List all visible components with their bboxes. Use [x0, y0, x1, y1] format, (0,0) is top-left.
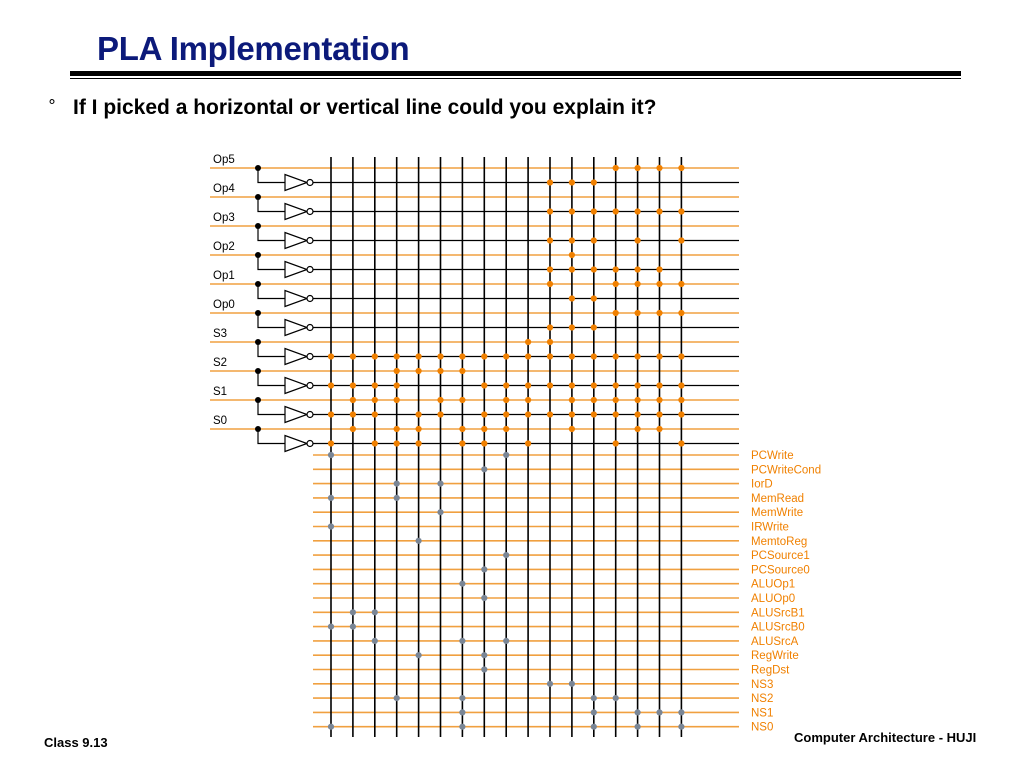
inverter-triangle: [285, 233, 307, 249]
and-plane-dot: [678, 353, 684, 359]
and-plane-dot: [547, 339, 553, 345]
and-plane-dot: [591, 353, 597, 359]
or-plane-dot: [328, 523, 334, 529]
and-plane-dot: [656, 397, 662, 403]
or-plane-dot: [569, 681, 575, 687]
and-plane-dot: [437, 411, 443, 417]
inverter-triangle: [285, 204, 307, 220]
inverter-triangle: [285, 436, 307, 452]
and-plane-dot: [416, 426, 422, 432]
and-plane-dot: [635, 353, 641, 359]
or-plane-dot: [503, 552, 509, 558]
inverter-triangle: [285, 349, 307, 365]
and-plane-dot: [503, 426, 509, 432]
or-plane-dot: [503, 452, 509, 458]
inverter-wire: [258, 284, 285, 299]
or-plane-dot: [459, 638, 465, 644]
and-plane-dot: [613, 353, 619, 359]
and-plane-dot: [635, 208, 641, 214]
and-plane-dot: [569, 353, 575, 359]
or-plane-dot: [656, 709, 662, 715]
and-plane-dot: [547, 324, 553, 330]
input-label: Op2: [213, 241, 235, 253]
output-label: NS3: [751, 678, 774, 691]
or-plane-dot: [481, 652, 487, 658]
and-plane-dot: [613, 382, 619, 388]
and-plane-dot: [416, 368, 422, 374]
and-plane-dot: [350, 411, 356, 417]
and-plane-dot: [437, 368, 443, 374]
output-label: RegWrite: [751, 650, 799, 663]
or-plane-dot: [350, 609, 356, 615]
and-plane-dot: [613, 397, 619, 403]
and-plane-dot: [328, 353, 334, 359]
and-plane-dot: [569, 252, 575, 258]
and-plane-dot: [394, 368, 400, 374]
and-plane-dot: [569, 382, 575, 388]
or-plane-dot: [394, 495, 400, 501]
and-plane-dot: [394, 397, 400, 403]
and-plane-dot: [569, 266, 575, 272]
footer-course-label: Computer Architecture - HUJI: [794, 730, 977, 745]
or-plane-dot: [328, 724, 334, 730]
and-plane-dot: [394, 382, 400, 388]
and-plane-dot: [678, 237, 684, 243]
and-plane-dot: [350, 397, 356, 403]
or-plane-dot: [635, 724, 641, 730]
and-plane-dot: [635, 411, 641, 417]
and-plane-dot: [678, 440, 684, 446]
and-plane-dot: [635, 266, 641, 272]
input-label: S0: [213, 415, 228, 427]
input-label: Op1: [213, 270, 235, 282]
and-plane-dot: [416, 411, 422, 417]
and-plane-dot: [569, 295, 575, 301]
or-plane-dot: [591, 709, 597, 715]
output-label: NS0: [751, 721, 774, 734]
output-label: PCSource0: [751, 564, 810, 577]
output-label: IorD: [751, 478, 773, 491]
or-plane-dot: [350, 624, 356, 630]
or-plane-dot: [328, 452, 334, 458]
and-plane-dot: [591, 324, 597, 330]
and-plane-dot: [525, 353, 531, 359]
or-plane-dot: [459, 709, 465, 715]
output-label: ALUOp1: [751, 578, 796, 591]
or-plane-dot: [678, 724, 684, 730]
output-label: IRWrite: [751, 521, 789, 534]
and-plane-dot: [678, 411, 684, 417]
and-plane-dot: [547, 266, 553, 272]
and-plane-dot: [613, 266, 619, 272]
and-plane-dot: [678, 397, 684, 403]
and-plane-dot: [613, 310, 619, 316]
and-plane-dot: [613, 281, 619, 287]
or-plane-dot: [678, 709, 684, 715]
and-plane-dot: [569, 208, 575, 214]
inverter-bubble: [307, 354, 313, 360]
input-label: Op0: [213, 299, 235, 311]
bullet-marker: °: [48, 96, 56, 115]
inverter-wire: [258, 429, 285, 444]
or-plane-dot: [591, 724, 597, 730]
inverter-bubble: [307, 441, 313, 447]
and-plane-dot: [437, 397, 443, 403]
and-plane-dot: [613, 208, 619, 214]
inverter-wire: [258, 226, 285, 241]
or-plane-dot: [328, 624, 334, 630]
input-label: S2: [213, 357, 228, 369]
and-plane-dot: [656, 281, 662, 287]
inverter-wire: [258, 255, 285, 270]
and-plane-dot: [569, 237, 575, 243]
input-label: Op4: [213, 183, 235, 195]
or-plane-dot: [459, 581, 465, 587]
and-plane-dot: [591, 397, 597, 403]
inverter-wire: [258, 168, 285, 183]
and-plane-dot: [591, 411, 597, 417]
and-plane-dot: [635, 281, 641, 287]
and-plane-dot: [503, 382, 509, 388]
output-label: PCWriteCond: [751, 464, 822, 477]
and-plane-dot: [525, 440, 531, 446]
or-plane-dot: [481, 466, 487, 472]
and-plane-dot: [678, 165, 684, 171]
inverter-bubble: [307, 209, 313, 215]
and-plane-dot: [372, 440, 378, 446]
and-plane-dot: [350, 426, 356, 432]
and-plane-dot: [503, 353, 509, 359]
or-plane-dot: [635, 709, 641, 715]
output-label: PCWrite: [751, 450, 794, 462]
and-plane-dot: [525, 397, 531, 403]
output-label: ALUSrcB0: [751, 621, 805, 634]
and-plane-dot: [678, 281, 684, 287]
inverter-bubble: [307, 325, 313, 331]
output-label: RegDst: [751, 664, 790, 677]
and-plane-dot: [635, 310, 641, 316]
output-label: MemtoReg: [751, 535, 808, 548]
and-plane-dot: [547, 179, 553, 185]
input-label: Op3: [213, 212, 235, 224]
inverter-bubble: [307, 296, 313, 302]
and-plane-dot: [635, 165, 641, 171]
output-label: NS1: [751, 707, 774, 720]
output-label: ALUSrcA: [751, 635, 799, 648]
or-plane-dot: [547, 681, 553, 687]
and-plane-dot: [569, 179, 575, 185]
inverter-bubble: [307, 412, 313, 418]
and-plane-dot: [591, 179, 597, 185]
and-plane-dot: [547, 208, 553, 214]
and-plane-dot: [372, 353, 378, 359]
input-label: Op5: [213, 154, 235, 166]
and-plane-dot: [350, 353, 356, 359]
or-plane-dot: [459, 695, 465, 701]
inverter-bubble: [307, 180, 313, 186]
input-inverters: [255, 165, 313, 452]
and-plane-dot: [459, 353, 465, 359]
or-plane-dot: [416, 652, 422, 658]
and-plane-dot: [503, 411, 509, 417]
or-plane-dot: [591, 695, 597, 701]
and-plane-dot: [569, 324, 575, 330]
and-plane-dot: [591, 266, 597, 272]
and-plane-dot: [481, 440, 487, 446]
and-plane-dot: [678, 310, 684, 316]
or-plane-dot: [394, 481, 400, 487]
and-plane-dot: [328, 440, 334, 446]
and-plane-dot: [547, 237, 553, 243]
or-plane-dot: [613, 695, 619, 701]
and-plane-dot: [416, 353, 422, 359]
output-label: PCSource1: [751, 550, 810, 563]
and-plane-dot: [372, 382, 378, 388]
and-plane-dot: [525, 339, 531, 345]
and-plane-dot: [547, 382, 553, 388]
inverter-wire: [258, 400, 285, 415]
or-plane-dot: [481, 666, 487, 672]
or-plane-dot: [372, 638, 378, 644]
and-plane-dot: [656, 382, 662, 388]
or-plane-dot: [416, 538, 422, 544]
output-label: NS2: [751, 693, 774, 706]
inverter-triangle: [285, 175, 307, 191]
and-plane-dot: [656, 208, 662, 214]
and-plane-dot: [656, 165, 662, 171]
input-label: S3: [213, 328, 228, 340]
and-plane-dot: [372, 411, 378, 417]
and-plane-dot: [656, 266, 662, 272]
and-plane-dot: [678, 208, 684, 214]
and-plane-dot: [459, 397, 465, 403]
and-plane-dot: [328, 411, 334, 417]
or-plane-dot: [328, 495, 334, 501]
footer-class-label: Class 9.13: [44, 735, 108, 750]
inverter-bubble: [307, 238, 313, 244]
and-plane-dot: [547, 353, 553, 359]
input-label: S1: [213, 386, 228, 398]
inverter-wire: [258, 371, 285, 386]
inverter-triangle: [285, 262, 307, 278]
or-plane-dot: [481, 595, 487, 601]
and-plane-dot: [481, 382, 487, 388]
and-plane-dot: [569, 411, 575, 417]
output-label: MemRead: [751, 492, 805, 505]
or-plane-dot: [459, 724, 465, 730]
and-plane-dot: [459, 426, 465, 432]
and-plane-dot: [569, 397, 575, 403]
and-plane-dot: [547, 281, 553, 287]
and-plane-dot: [591, 382, 597, 388]
and-plane-dot: [350, 382, 356, 388]
and-plane-dot: [547, 411, 553, 417]
or-plane-dot: [503, 638, 509, 644]
and-plane-dot: [569, 426, 575, 432]
or-plane-dot: [372, 609, 378, 615]
and-plane-dot: [613, 411, 619, 417]
and-plane-dot: [481, 411, 487, 417]
slide-title: PLA Implementation: [97, 30, 410, 67]
and-plane-dot: [481, 426, 487, 432]
inverter-wire: [258, 197, 285, 212]
and-plane-dot: [394, 353, 400, 359]
and-plane-dot: [591, 208, 597, 214]
and-plane-dot: [481, 353, 487, 359]
and-plane-dot: [613, 440, 619, 446]
inverter-bubble: [307, 383, 313, 389]
bullet-text: If I picked a horizontal or vertical line could you explain it?: [73, 96, 657, 119]
and-plane-dot: [525, 411, 531, 417]
inverter-wire: [258, 313, 285, 328]
and-plane-dot: [394, 440, 400, 446]
or-plane-dot: [394, 695, 400, 701]
and-plane-dot: [635, 426, 641, 432]
inverter-triangle: [285, 378, 307, 394]
or-plane-dot: [437, 481, 443, 487]
inverter-triangle: [285, 320, 307, 336]
and-plane-dot: [416, 440, 422, 446]
and-plane-dot: [656, 310, 662, 316]
and-plane-dot: [459, 440, 465, 446]
product-term-columns: [331, 157, 681, 737]
and-plane-dot: [613, 165, 619, 171]
or-plane-dot: [481, 566, 487, 572]
and-plane-dot: [591, 237, 597, 243]
output-label: ALUOp0: [751, 593, 796, 605]
and-plane-dot: [635, 397, 641, 403]
inverter-wire: [258, 342, 285, 357]
inverter-triangle: [285, 407, 307, 423]
and-plane-dot: [635, 382, 641, 388]
and-plane-dot: [678, 382, 684, 388]
output-label: ALUSrcB1: [751, 607, 805, 620]
and-plane-dot: [503, 397, 509, 403]
and-plane-dot: [372, 397, 378, 403]
output-label: MemWrite: [751, 507, 804, 520]
and-plane-dot: [459, 368, 465, 374]
and-plane-dot: [656, 353, 662, 359]
and-plane-dot: [437, 353, 443, 359]
and-plane-dot: [656, 411, 662, 417]
and-plane-dot: [591, 295, 597, 301]
and-plane-dot: [656, 426, 662, 432]
or-plane-dot: [437, 509, 443, 515]
and-plane-dot: [635, 237, 641, 243]
and-plane-dot: [394, 426, 400, 432]
inverter-bubble: [307, 267, 313, 273]
inverter-triangle: [285, 291, 307, 307]
and-plane-dot: [525, 382, 531, 388]
and-plane-dot: [328, 382, 334, 388]
